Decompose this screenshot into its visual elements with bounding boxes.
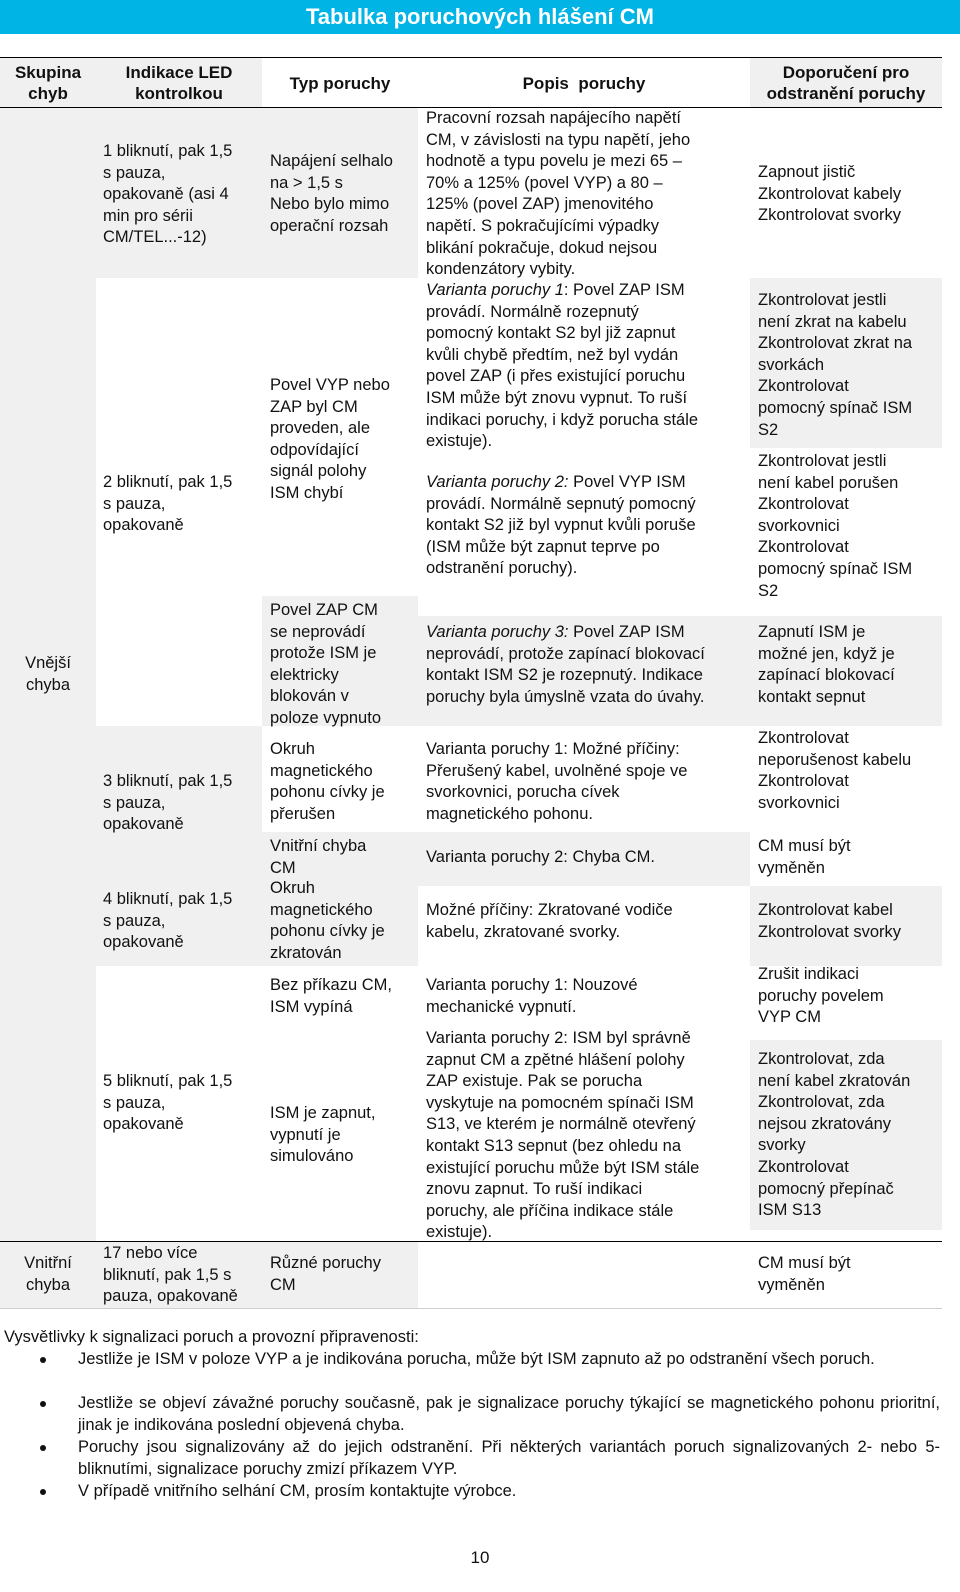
legend-bullet-icon [40, 1401, 46, 1407]
table-top-rule [0, 57, 942, 58]
variant-1-text: : Povel ZAP ISM provádí. Normálně rozepnutý pomocný kontakt S2 byl již zapnut kvůli chybě předtím, než byl vydán povel ZAP (i přes existující poruchu ISM může být znovu vypnut. To ruší indikaci poruchy, i když porucha stále existuje). [426, 281, 699, 451]
header-description: Popis poruchy [522, 74, 646, 93]
description-emergency-trip: Varianta poruchy 1: Nouzové mechanické vypnutí. [426, 976, 638, 1016]
description-internal-cm: Varianta poruchy 2: Chyba CM. [426, 848, 655, 866]
group-external: Vnější chyba [25, 654, 71, 694]
group-column-bg [0, 108, 96, 1308]
fault-type-coil-short: Okruh magnetického pohonu cívky je zkratován [270, 879, 385, 962]
fault-type-power: Napájení selhalo na > 1,5 s Nebo bylo mimo operační rozsah [270, 152, 393, 235]
legend-bullet-icon [40, 1357, 46, 1363]
recommendation-variant-1: Zkontrolovat jestli není zkrat na kabelu Zkontrolovat zkrat na svorkách Zkontrolovat pomocný spínač ISM S2 [758, 291, 913, 439]
fault-type-various: Různé poruchy CM [270, 1254, 381, 1294]
fault-type-coil-open: Okruh magnetického pohonu cívky je přerušen [270, 740, 385, 823]
led-indication-2: 2 bliknutí, pak 1,5 s pauza, opakovaně [103, 473, 233, 535]
recommendation-aux-switch: Zkontrolovat, zda není kabel zkratován Zkontrolovat, zda nejsou zkratovány svorky Zkontrolovat pomocný přepínač ISM S13 [758, 1050, 911, 1220]
recommendation-coil-open: Zkontrolovat neporušenost kabelu Zkontrolovat svorkovnici [758, 729, 912, 812]
recommendation-various: CM musí být vyměněn [758, 1254, 851, 1294]
legend-bullet-icon [40, 1445, 46, 1451]
header-recommendation: Doporučení pro odstranění poruchy [766, 63, 926, 103]
led-indication-5: 5 bliknutí, pak 1,5 s pauza, opakovaně [103, 1072, 233, 1134]
description-power: Pracovní rozsah napájecího napětí CM, v závislosti na typu napětí, jeho hodnotě a typu povelu je mezi 65 – 70% a 125% (povel VYP) a 80 – 125% (povel ZAP) jmenovitého napětí. S pokračujícími výpadky blikání pokračuje, dokud nejsou kondenzátory vybity. [426, 109, 691, 279]
led-indication-6: 17 nebo více bliknutí, pak 1,5 s pauza, opakovaně [103, 1244, 238, 1306]
recommendation-power: Zapnout jistič Zkontrolovat kabely Zkontrolovat svorky [758, 163, 902, 225]
recommendation-internal-cm: CM musí být vyměněn [758, 837, 851, 877]
led-indication-1: 1 bliknutí, pak 1,5 s pauza, opakovaně (asi 4 min pro sérii CM/TEL...-12) [103, 142, 233, 247]
header-led: Indikace LED kontrolkou [125, 63, 233, 103]
header-type: Typ poruchy [289, 74, 391, 93]
recommendation-variant-2: Zkontrolovat jestli není kabel porušen Zkontrolovat svorkovnici Zkontrolovat pomocný spínač ISM S2 [758, 452, 913, 600]
variant-2-text: Povel VYP ISM provádí. Normálně sepnutý pomocný kontakt S2 již byl vypnut kvůli poruše (ISM může být zapnut teprve po odstranění poruchy). [426, 473, 696, 578]
variant-3-text: Povel ZAP ISM neprovádí, protože zapínací blokovací kontakt ISM S2 je rozepnutý. Indikace poruchy byla úmyslně vzata do úvahy. [426, 623, 705, 706]
legend-bullet-icon [40, 1489, 46, 1495]
variant-3-label: Varianta poruchy 3: [426, 623, 569, 641]
legend-item-3: Poruchy jsou signalizovány až do jejich odstranění. Při některých variantách poruch signalizovaných 2- nebo 5- bliknutími, signalizace poruchy zmizí příkazem VYP. [78, 1438, 940, 1478]
group-internal: Vnitřní chyba [24, 1254, 72, 1294]
description-coil-short: Možné příčiny: Zkratované vodiče kabelu, zkratované svorky. [426, 901, 673, 941]
legend-item-4: V případě vnitřního selhání CM, prosím kontaktujte výrobce. [78, 1482, 517, 1500]
variant-1-label: Varianta poruchy 1 [426, 281, 564, 299]
fault-type-internal-cm: Vnitřní chyba CM [270, 837, 367, 877]
page-title: Tabulka poruchových hlášení CM [0, 0, 960, 34]
description-coil-open: Varianta poruchy 1: Možné příčiny: Přerušený kabel, uvolněné spoje ve svorkovnici, porucha cívek magnetického pohonu. [426, 740, 688, 823]
fault-type-trip-without-command: Bez příkazu CM, ISM vypíná [270, 976, 392, 1016]
legend-item-2: Jestliže se objeví závažné poruchy současně, pak je signalizace poruchy týkající se magnetického pohonu prioritní, jinak je indikována poslední objevená chyba. [78, 1394, 940, 1434]
description-variant-2 [426, 472, 748, 580]
recommendation-coil-short: Zkontrolovat kabel Zkontrolovat svorky [758, 901, 902, 941]
page-number: 10 [470, 1548, 490, 1567]
description-aux-switch: Varianta poruchy 2: ISM byl správně zapnut CM a zpětné hlášení polohy ZAP existuje. Pak se porucha vyskytuje na pomocném spínači ISM S13, ve kterém je normálně otevřený kontakt S13 sepnut (bez ohledu na existující poruchu může být ISM stále znovu zapnut. To ruší indikaci poruchy, ale příčina indikace stále existuje). [426, 1029, 700, 1242]
header-group: Skupina chyb [14, 63, 82, 103]
led-indication-4: 4 bliknutí, pak 1,5 s pauza, opakovaně [103, 890, 233, 952]
description-variant-3 [426, 622, 748, 708]
recommendation-variant-3: Zapnutí ISM je možné jen, když je zapínací blokovací kontakt sepnut [758, 623, 895, 706]
description-variant-1 [426, 280, 748, 453]
fault-type-blocked: Povel ZAP CM se neprovádí protože ISM je elektricky blokován v poloze vypnuto [270, 601, 381, 727]
led-indication-3: 3 bliknutí, pak 1,5 s pauza, opakovaně [103, 772, 233, 834]
fault-type-position-signal: Povel VYP nebo ZAP byl CM proveden, ale odpovídající signál polohy ISM chybí [270, 376, 390, 502]
table-bottom-rule [0, 1308, 942, 1309]
legend-heading: Vysvětlivky k signalizaci poruch a provozní připravenosti: [4, 1328, 419, 1346]
legend-item-1: Jestliže je ISM v poloze VYP a je indikována porucha, může být ISM zapnuto až po odstranění všech poruch. [78, 1350, 875, 1368]
variant-2-label: Varianta poruchy 2: [426, 473, 569, 491]
recommendation-emergency-trip: Zrušit indikaci poruchy povelem VYP CM [758, 965, 884, 1027]
fault-type-simulated-trip: ISM je zapnut, vypnutí je simulováno [270, 1104, 376, 1166]
